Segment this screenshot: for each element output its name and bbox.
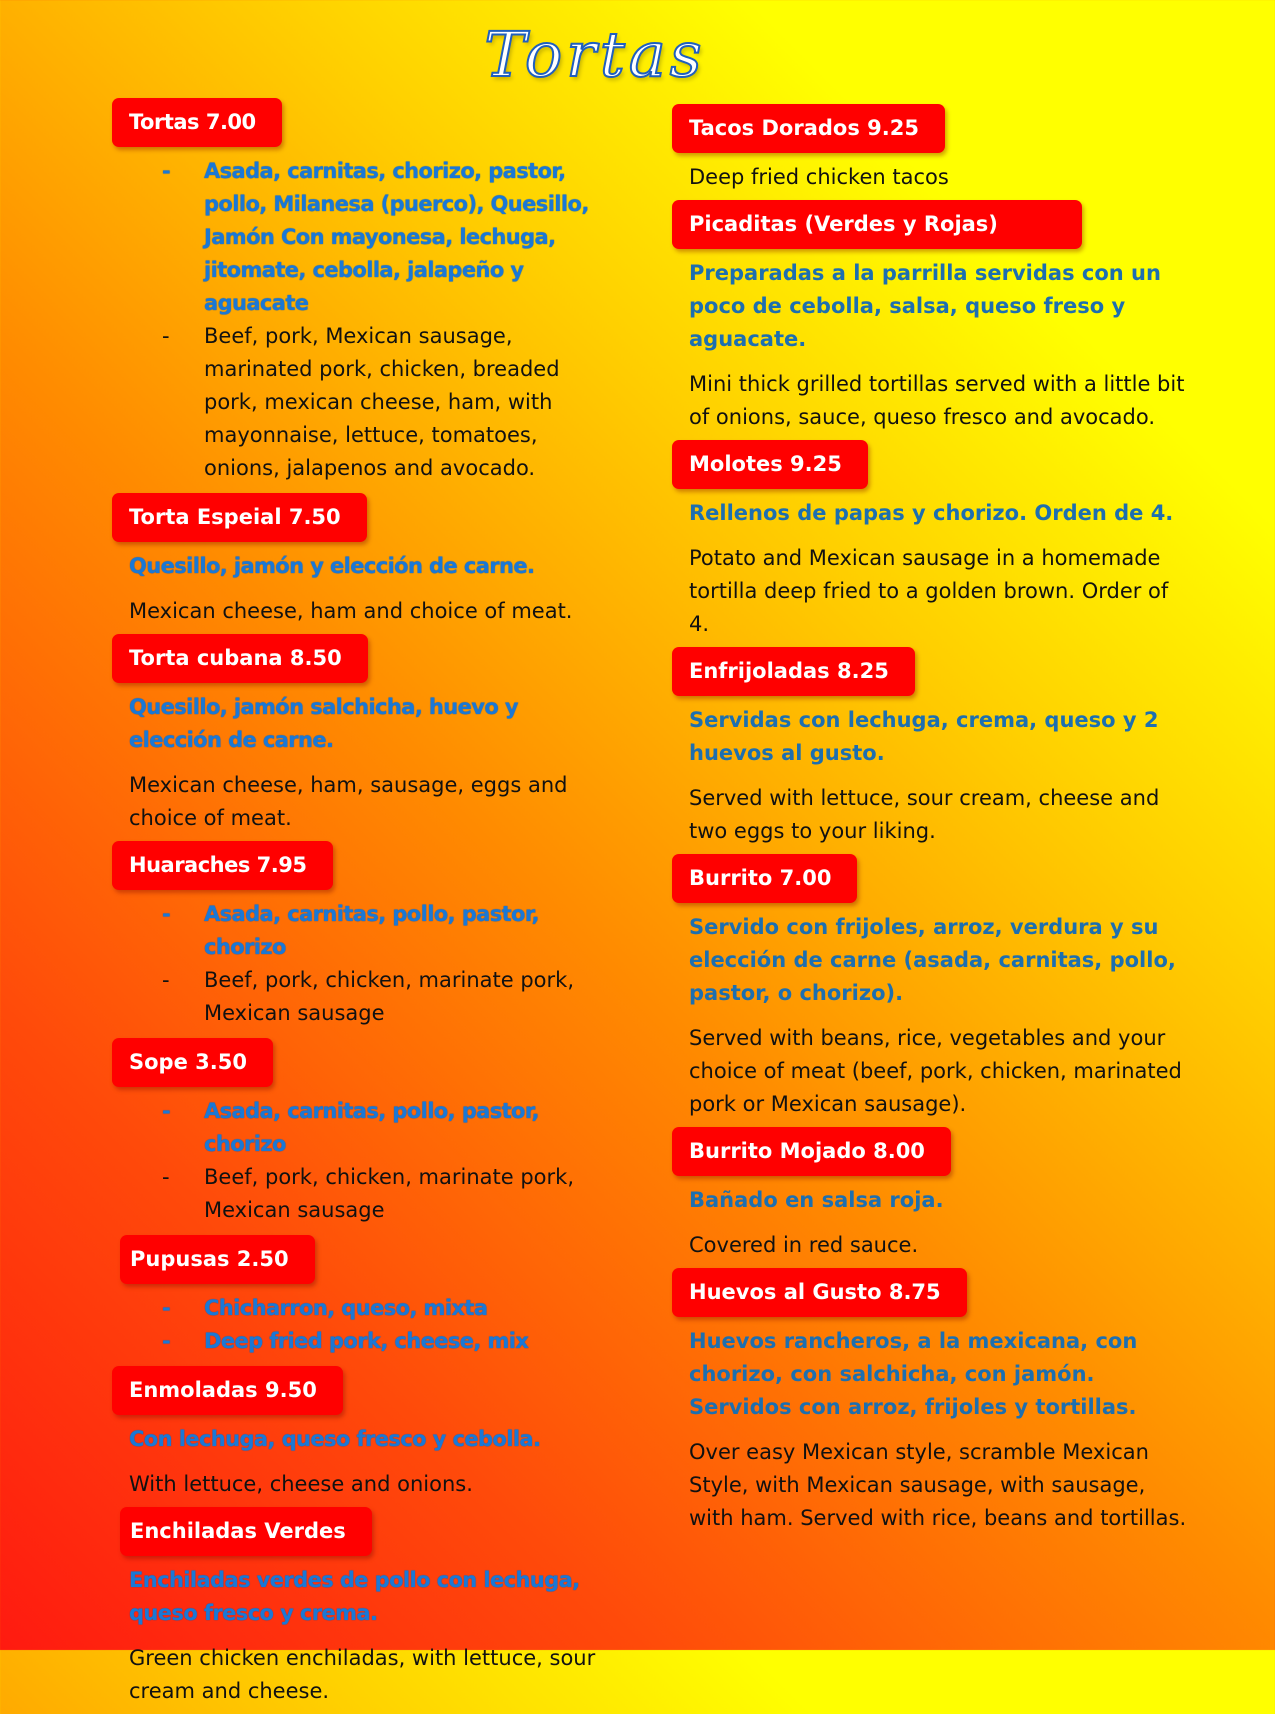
menu-item-huevos-al-gusto <box>672 1268 1192 1535</box>
menu-item-picaditas <box>672 200 1192 434</box>
item-title: Pupusas 2.50 <box>120 1235 315 1284</box>
item-desc-es: Servido con frijoles, arroz, verdura y su elección de carne (asada, carnitas, pollo, pastor, o chorizo). <box>689 915 1176 1005</box>
item-desc-en: Mexican cheese, ham and choice of meat. <box>129 599 573 623</box>
menu-item-enchiladas-verdes <box>112 1507 612 1708</box>
right-column <box>672 104 1192 1541</box>
item-desc-en: Green chicken enchiladas, with lettuce, sour cream and cheese. <box>129 1646 596 1703</box>
item-desc-es: Quesillo, jamón y elección de carne. <box>129 554 535 578</box>
item-title: Torta cubana 8.50 <box>112 634 368 683</box>
item-desc-es: Con lechuga, queso fresco y cebolla. <box>129 1427 541 1451</box>
item-bullets <box>112 898 612 1030</box>
menu-item-enmoladas <box>112 1366 612 1501</box>
menu-item-molotes <box>672 440 1192 641</box>
item-desc-es: Preparadas a la parrilla servidas con un poco de cebolla, salsa, queso freso y aguacate. <box>689 261 1161 351</box>
item-title: Burrito 7.00 <box>672 854 857 903</box>
item-bullets <box>112 1292 612 1358</box>
page-title: Tortas <box>484 18 706 91</box>
menu-item-tortas <box>112 98 612 485</box>
bullet-en: - Beef, pork, Mexican sausage, marinated pork, chicken, breaded pork, mexican cheese, ham, with mayonnaise, lettuce, tomatoes, onions, jalapenos and avocado. <box>112 320 612 485</box>
item-desc-en: Mini thick grilled tortillas served with a little bit of onions, sauce, queso fresco and avocado. <box>689 372 1185 429</box>
item-desc-en: Served with beans, rice, vegetables and your choice of meat (beef, pork, chicken, marinated pork or Mexican sausage). <box>689 1026 1182 1116</box>
item-title: Huevos al Gusto 8.75 <box>672 1268 967 1317</box>
item-title: Tacos Dorados 9.25 <box>672 104 945 153</box>
item-desc-es: Enchiladas verdes de pollo con lechuga, queso fresco y crema. <box>129 1568 580 1625</box>
item-title: Torta Espeial 7.50 <box>112 493 367 542</box>
menu-item-torta-cubana <box>112 634 612 835</box>
item-title: Enmoladas 9.50 <box>112 1366 343 1415</box>
menu-item-burrito <box>672 854 1192 1121</box>
item-title: Enchiladas Verdes <box>120 1507 372 1556</box>
menu-item-sope <box>112 1038 612 1227</box>
item-desc-es: Bañado en salsa roja. <box>689 1188 944 1212</box>
bullet-en: - Beef, pork, chicken, marinate pork, Mexican sausage <box>112 1161 612 1227</box>
item-title: Molotes 9.25 <box>672 440 868 489</box>
item-desc-es: Huevos rancheros, a la mexicana, con chorizo, con salchicha, con jamón. Servidos con arroz, frijoles y tortillas. <box>689 1329 1138 1419</box>
item-desc-en: Served with lettuce, sour cream, cheese and two eggs to your liking. <box>689 786 1160 843</box>
item-title: Picaditas (Verdes y Rojas) <box>672 200 1082 249</box>
menu-item-enfrijoladas <box>672 647 1192 848</box>
menu-item-torta-especial <box>112 493 612 628</box>
bullet-en: - Beef, pork, chicken, marinate pork, Mexican sausage <box>112 964 612 1030</box>
bullet-es: - Asada, carnitas, chorizo, pastor, pollo, Milanesa (puerco), Quesillo, Jamón Con mayonesa, lechuga, jitomate, cebolla, jalapeño y aguacate <box>112 155 612 320</box>
menu-item-pupusas <box>120 1235 612 1358</box>
item-desc-en: Deep fried chicken tacos <box>689 165 949 189</box>
item-desc-es: Rellenos de papas y chorizo. Orden de 4. <box>689 501 1174 525</box>
menu-item-tacos-dorados <box>672 104 1192 194</box>
item-desc-es: Quesillo, jamón salchicha, huevo y elección de carne. <box>129 695 518 752</box>
menu-item-burrito-mojado <box>672 1127 1192 1262</box>
item-title: Huaraches 7.95 <box>112 841 333 890</box>
item-desc-en: Potato and Mexican sausage in a homemade tortilla deep fried to a golden brown. Order of 4. <box>689 546 1169 636</box>
item-title: Enfrijoladas 8.25 <box>672 647 915 696</box>
item-desc-en: Covered in red sauce. <box>689 1233 919 1257</box>
bullet-es: - Deep fried pork, cheese, mix <box>112 1325 612 1358</box>
item-title: Tortas 7.00 <box>112 98 282 147</box>
item-desc-es: Servidas con lechuga, crema, queso y 2 huevos al gusto. <box>689 708 1159 765</box>
item-desc-en: Mexican cheese, ham, sausage, eggs and choice of meat. <box>129 773 568 830</box>
left-column <box>112 98 612 1714</box>
item-bullets <box>112 1095 612 1227</box>
bullet-es: - Chicharron, queso, mixta <box>112 1292 612 1325</box>
item-desc-en: With lettuce, cheese and onions. <box>129 1472 473 1496</box>
item-desc-en: Over easy Mexican style, scramble Mexican Style, with Mexican sausage, with sausage, with ham. Served with rice, beans and tortillas. <box>689 1440 1187 1530</box>
bullet-es: - Asada, carnitas, pollo, pastor, chorizo <box>112 898 612 964</box>
item-title: Sope 3.50 <box>112 1038 273 1087</box>
item-title: Burrito Mojado 8.00 <box>672 1127 951 1176</box>
bullet-es: - Asada, carnitas, pollo, pastor, chorizo <box>112 1095 612 1161</box>
item-bullets <box>112 155 612 485</box>
menu-item-huaraches <box>112 841 612 1030</box>
